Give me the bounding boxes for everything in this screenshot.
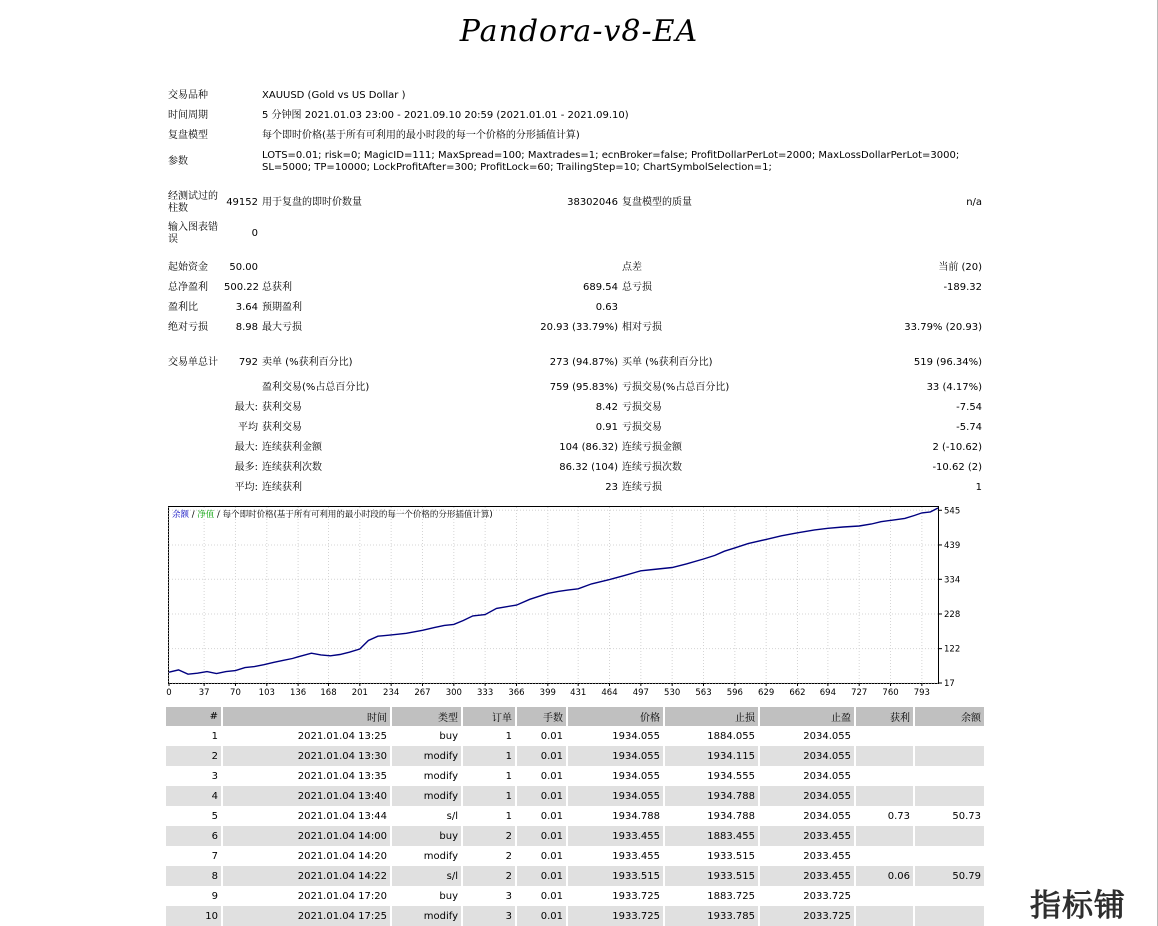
watermark-logo: 指标铺 [1030, 888, 1126, 924]
average-prefix: 平均 [238, 422, 258, 433]
spread-value: 当前 (20) [938, 262, 983, 273]
x-tick-label: 694 [819, 688, 836, 698]
trade-cell: 9 [211, 890, 218, 902]
errors-value: 0 [251, 227, 258, 239]
trade-cell: 2021.01.04 13:25 [222, 726, 391, 746]
trade-cell: 2021.01.04 13:44 [222, 806, 391, 826]
trade-cell: 50.73 [914, 806, 984, 826]
x-tick-label: 760 [882, 688, 899, 698]
trades-column-header: 价格 [567, 707, 664, 726]
x-tick-label: 530 [664, 688, 681, 698]
trade-cell [855, 846, 914, 866]
most-consec-profit-label: 连续获利次数 [262, 462, 322, 473]
y-tick-label: 17 [944, 679, 955, 689]
chart-frame [169, 507, 939, 684]
trade-cell: modify [391, 766, 462, 786]
x-tick-label: 793 [913, 688, 930, 698]
total-trades-value: 792 [238, 356, 258, 368]
x-tick-label: 103 [258, 688, 275, 698]
y-tick-label: 439 [944, 540, 961, 551]
trade-cell: modify [391, 906, 462, 926]
trade-cell [855, 906, 914, 926]
trade-cell: 1933.725 [567, 886, 664, 906]
trade-cell: 2033.455 [759, 846, 855, 866]
x-tick-label: 727 [851, 688, 868, 698]
max-drawdown-value: 20.93 (33.79%) [540, 322, 618, 333]
table-row [166, 786, 984, 806]
trade-cell: 2021.01.04 13:30 [222, 746, 391, 766]
trade-cell: 1933.515 [664, 846, 759, 866]
row-largest [166, 398, 984, 418]
trade-cell: 1 [211, 730, 218, 742]
trade-cell: 3 [211, 770, 218, 782]
period-value: 5 分钟图 2021.01.03 23:00 - 2021.09.10 20:59 (2021.01.01 - 2021.09.10) [262, 110, 629, 121]
trades-column-header: # [166, 707, 222, 726]
row-model [166, 126, 984, 146]
trade-cell: 2 [462, 866, 516, 886]
equity-chart [168, 506, 980, 702]
trade-cell: 3 [462, 906, 516, 926]
trade-cell [855, 766, 914, 786]
bars-label: 经测试过的柱数 [168, 190, 218, 214]
trades-column-header: 订单 [462, 707, 516, 726]
trade-cell: 2034.055 [759, 786, 855, 806]
trade-cell: 2021.01.04 14:00 [222, 826, 391, 846]
row-params [166, 146, 984, 178]
trade-cell [914, 906, 984, 926]
ticks-value: 38302046 [567, 196, 618, 208]
legend-model: 每个即时价格(基于所有可利用的最小时段的每一个价格的分形插值计算) [222, 510, 493, 520]
trade-cell: 0.01 [516, 886, 567, 906]
trade-cell: modify [391, 746, 462, 766]
table-row [166, 766, 984, 786]
period-label: 时间周期 [168, 110, 208, 121]
trade-cell: 1934.788 [567, 806, 664, 826]
trade-cell: s/l [391, 866, 462, 886]
trade-cell: 0.06 [855, 866, 914, 886]
x-tick-label: 464 [601, 688, 618, 698]
table-row [166, 826, 984, 846]
row-max-consecutive [166, 438, 984, 458]
row-average [166, 418, 984, 438]
trade-cell: 2033.725 [759, 906, 855, 926]
expected-payoff-value: 0.63 [595, 302, 618, 313]
trade-cell [914, 746, 984, 766]
model-label: 复盘模型 [168, 130, 208, 141]
trade-cell: 1 [462, 786, 516, 806]
trade-cell: 1 [462, 726, 516, 746]
trades-column-header: 止盈 [759, 707, 855, 726]
trade-cell [914, 766, 984, 786]
max-drawdown-label: 最大亏损 [262, 322, 302, 333]
max-consec-losses-label: 连续亏损金额 [622, 442, 682, 453]
row-profit-factor [166, 298, 984, 318]
long-label: 买单 (%获利百分比) [622, 356, 713, 368]
avg-loss-label: 亏损交易 [622, 422, 662, 433]
row-win-loss [166, 378, 984, 398]
row-errors [166, 218, 984, 249]
trade-cell: 2021.01.04 17:25 [222, 906, 391, 926]
win-trades-value: 759 (95.83%) [549, 382, 618, 393]
row-avg-consecutive [166, 478, 984, 498]
short-value: 273 (94.87%) [549, 356, 618, 368]
table-row [166, 806, 984, 826]
net-profit-label: 总净盈利 [168, 282, 208, 293]
trade-cell: 0.01 [516, 786, 567, 806]
x-tick-label: 234 [383, 688, 400, 698]
errors-label: 输入图表错误 [168, 221, 218, 245]
x-tick-label: 136 [289, 688, 307, 698]
trades-column-header: 类型 [391, 707, 462, 726]
y-tick-label: 334 [944, 575, 961, 586]
deposit-value: 50.00 [229, 262, 258, 273]
trade-cell: 2 [462, 846, 516, 866]
report-title: Pandora-v8-EA [459, 14, 699, 49]
x-tick-label: 431 [570, 688, 587, 698]
trade-cell [855, 726, 914, 746]
x-tick-label: 596 [726, 688, 743, 698]
x-tick-label: 267 [414, 688, 431, 698]
model-value: 每个即时价格(基于所有可利用的最小时段的每一个价格的分形插值计算) [262, 130, 580, 141]
trade-cell: 1933.455 [567, 826, 664, 846]
trade-cell [855, 886, 914, 906]
avg-consec-losses-label: 连续亏损 [622, 482, 662, 493]
params-label: 参数 [168, 156, 188, 167]
y-tick-label: 545 [944, 506, 961, 517]
trade-cell: 2 [462, 826, 516, 846]
most-consec-loss-label: 连续亏损次数 [622, 462, 682, 473]
gross-profit-label: 总获利 [262, 282, 292, 293]
row-deposit [166, 258, 984, 278]
max-consec-losses-value: 2 (-10.62) [932, 442, 983, 453]
x-tick-label: 201 [351, 688, 368, 698]
trade-cell: 1933.515 [664, 866, 759, 886]
trade-cell [914, 846, 984, 866]
trade-cell: 1934.055 [567, 726, 664, 746]
trade-cell: 0.01 [516, 766, 567, 786]
avg-consec-wins-label: 连续获利 [262, 482, 302, 493]
table-row [166, 746, 984, 766]
row-bars [166, 187, 984, 218]
chart-y-ticks [938, 506, 960, 689]
trade-cell: 0.01 [516, 746, 567, 766]
avg-win-value: 0.91 [595, 422, 618, 433]
abs-drawdown-label: 绝对亏损 [168, 322, 208, 333]
trade-cell: 1934.055 [567, 746, 664, 766]
profit-factor-label: 盈利比 [168, 302, 198, 313]
quality-label: 复盘模型的质量 [622, 196, 692, 208]
trade-cell: 50.79 [914, 866, 984, 886]
bars-value: 49152 [226, 196, 258, 208]
trade-cell: 2021.01.04 13:35 [222, 766, 391, 786]
trade-cell: 1934.555 [664, 766, 759, 786]
trade-cell: 1934.055 [567, 786, 664, 806]
trade-cell: buy [391, 826, 462, 846]
most-consec-profit-value: 86.32 (104) [559, 462, 618, 473]
chart-legend [172, 509, 493, 520]
table-row [166, 866, 984, 886]
symbol-value: XAUUSD (Gold vs US Dollar ) [262, 90, 406, 101]
trade-cell: 10 [166, 906, 222, 926]
trade-cell: 1 [462, 806, 516, 826]
quality-value: n/a [966, 196, 983, 208]
trade-cell: 0.73 [855, 806, 914, 826]
short-label: 卖单 (%获利百分比) [262, 356, 353, 368]
gross-loss-value: -189.32 [943, 282, 983, 293]
table-row [166, 906, 984, 926]
trade-cell [914, 886, 984, 906]
trade-cell: modify [391, 786, 462, 806]
spread-label: 点差 [622, 262, 642, 273]
loss-trades-value: 33 (4.17%) [926, 382, 983, 393]
trade-cell: 0.01 [516, 726, 567, 746]
trade-cell: 1 [462, 746, 516, 766]
avg-consec-wins-value: 23 [605, 482, 618, 493]
trade-cell: 1934.788 [664, 786, 759, 806]
trade-cell: 8 [166, 866, 222, 886]
trade-cell: 1934.055 [567, 766, 664, 786]
win-trades-label: 盈利交易(%占总百分比) [262, 382, 370, 393]
table-row [166, 886, 984, 906]
trade-cell: 1933.455 [567, 846, 664, 866]
trade-cell: 5 [211, 810, 218, 822]
trade-cell: 1933.785 [664, 906, 759, 926]
trade-cell: 2021.01.04 14:20 [222, 846, 391, 866]
deposit-label: 起始资金 [168, 262, 208, 273]
max-consec-wins-label: 连续获利金额 [262, 442, 322, 453]
trade-cell: 0.01 [516, 866, 567, 886]
y-tick-label: 228 [944, 609, 961, 620]
row-symbol [166, 86, 984, 106]
x-tick-label: 497 [632, 688, 649, 698]
most-consec-loss-value: -10.62 (2) [932, 462, 983, 473]
trade-cell: 1934.115 [664, 746, 759, 766]
x-tick-label: 399 [539, 688, 556, 698]
long-value: 519 (96.34%) [913, 356, 983, 368]
trade-cell: 0.01 [516, 846, 567, 866]
trade-cell: buy [391, 726, 462, 746]
chart-x-ticks [166, 683, 930, 698]
x-tick-label: 629 [758, 688, 775, 698]
largest-loss-value: -7.54 [956, 402, 983, 413]
trade-cell: 2034.055 [759, 746, 855, 766]
trade-cell: buy [391, 886, 462, 906]
trade-cell: 7 [211, 850, 218, 862]
trade-cell: modify [391, 846, 462, 866]
x-tick-label: 662 [789, 688, 806, 698]
row-most-consecutive [166, 458, 984, 478]
trade-cell: 1883.455 [664, 826, 759, 846]
largest-prefix: 最大: [234, 402, 258, 413]
legend-balance: 余额 [172, 510, 190, 520]
trades-column-header: 获利 [855, 707, 914, 726]
avg-consec-prefix: 平均: [234, 482, 258, 493]
trade-cell: 0.01 [516, 806, 567, 826]
trade-cell [855, 746, 914, 766]
avg-loss-value: -5.74 [956, 422, 983, 433]
row-period [166, 106, 984, 126]
summary-table [166, 86, 984, 498]
table-row [166, 846, 984, 866]
total-trades-label: 交易单总计 [168, 356, 218, 368]
x-tick-label: 0 [166, 688, 172, 698]
trades-column-header: 止损 [664, 707, 759, 726]
trade-cell: 1933.515 [567, 866, 664, 886]
x-tick-label: 168 [320, 688, 337, 698]
legend-separator: / [189, 510, 198, 520]
trades-column-header: 手数 [516, 707, 567, 726]
x-tick-label: 70 [230, 688, 241, 698]
rel-drawdown-value: 33.79% (20.93) [904, 322, 983, 333]
profit-factor-value: 3.64 [235, 302, 258, 313]
largest-win-value: 8.42 [595, 402, 618, 413]
trade-cell: 4 [166, 786, 222, 806]
trade-cell: 2021.01.04 14:22 [222, 866, 391, 886]
x-tick-label: 563 [695, 688, 712, 698]
trade-cell [914, 726, 984, 746]
trade-cell: 0.01 [516, 906, 567, 926]
trade-cell: 2 [166, 746, 222, 766]
ticks-label: 用于复盘的即时价数量 [262, 196, 362, 208]
legend-equity: 净值 [197, 510, 215, 520]
trade-cell: 2034.055 [759, 726, 855, 746]
gross-profit-value: 689.54 [583, 282, 618, 293]
trade-cell: 3 [462, 886, 516, 906]
trade-cell [855, 826, 914, 846]
trade-cell: 2034.055 [759, 806, 855, 826]
trade-cell: 6 [166, 826, 222, 846]
table-row [166, 726, 984, 746]
trades-header-row [166, 707, 984, 726]
symbol-label: 交易品种 [168, 90, 208, 101]
trade-cell: 2021.01.04 17:20 [222, 886, 391, 906]
row-total-trades [166, 347, 984, 378]
max-consec-wins-value: 104 (86.32) [559, 442, 618, 453]
loss-trades-label: 亏损交易(%占总百分比) [622, 382, 730, 393]
gross-loss-label: 总亏损 [622, 282, 652, 293]
avg-win-label: 获利交易 [262, 422, 302, 433]
params-value: LOTS=0.01; risk=0; MagicID=111; MaxSpread=100; Maxtrades=1; ecnBroker=false; ProfitDollarPerLot=2000; MaxLossDollarPerLot=3000; SL=5000; TP=10000; LockProfitAfter=300; ProfitLock=60; TrailingStep=10; ChartSymbolSelection=1; [262, 150, 960, 173]
net-profit-value: 500.22 [224, 282, 259, 293]
y-tick-label: 122 [944, 644, 961, 655]
max-prefix: 最大: [234, 442, 258, 453]
most-prefix: 最多: [234, 462, 258, 473]
largest-win-label: 获利交易 [262, 402, 302, 413]
row-net-profit [166, 278, 984, 298]
trades-column-header: 时间 [222, 707, 391, 726]
row-drawdown [166, 318, 984, 338]
trade-cell: s/l [391, 806, 462, 826]
trade-cell: 1884.055 [664, 726, 759, 746]
x-tick-label: 37 [198, 688, 210, 698]
trade-cell: 2033.455 [759, 826, 855, 846]
legend-separator: / [214, 510, 223, 520]
trades-table [166, 707, 984, 926]
expected-payoff-label: 预期盈利 [262, 302, 302, 313]
trade-cell [914, 826, 984, 846]
largest-loss-label: 亏损交易 [622, 402, 662, 413]
trade-cell: 2033.455 [759, 866, 855, 886]
trade-cell: 2021.01.04 13:40 [222, 786, 391, 806]
avg-consec-losses-value: 1 [975, 482, 983, 493]
trade-cell: 1933.725 [567, 906, 664, 926]
x-tick-label: 300 [445, 688, 462, 698]
trade-cell: 1934.788 [664, 806, 759, 826]
rel-drawdown-label: 相对亏损 [622, 322, 662, 333]
trade-cell: 1 [462, 766, 516, 786]
trade-cell: 2033.725 [759, 886, 855, 906]
trade-cell [855, 786, 914, 806]
trade-cell: 1883.725 [664, 886, 759, 906]
trades-column-header: 余额 [914, 707, 984, 726]
x-tick-label: 366 [508, 688, 525, 698]
trade-cell [914, 786, 984, 806]
x-tick-label: 333 [477, 688, 494, 698]
trade-cell: 2034.055 [759, 766, 855, 786]
trade-cell: 0.01 [516, 826, 567, 846]
abs-drawdown-value: 8.98 [235, 322, 258, 333]
